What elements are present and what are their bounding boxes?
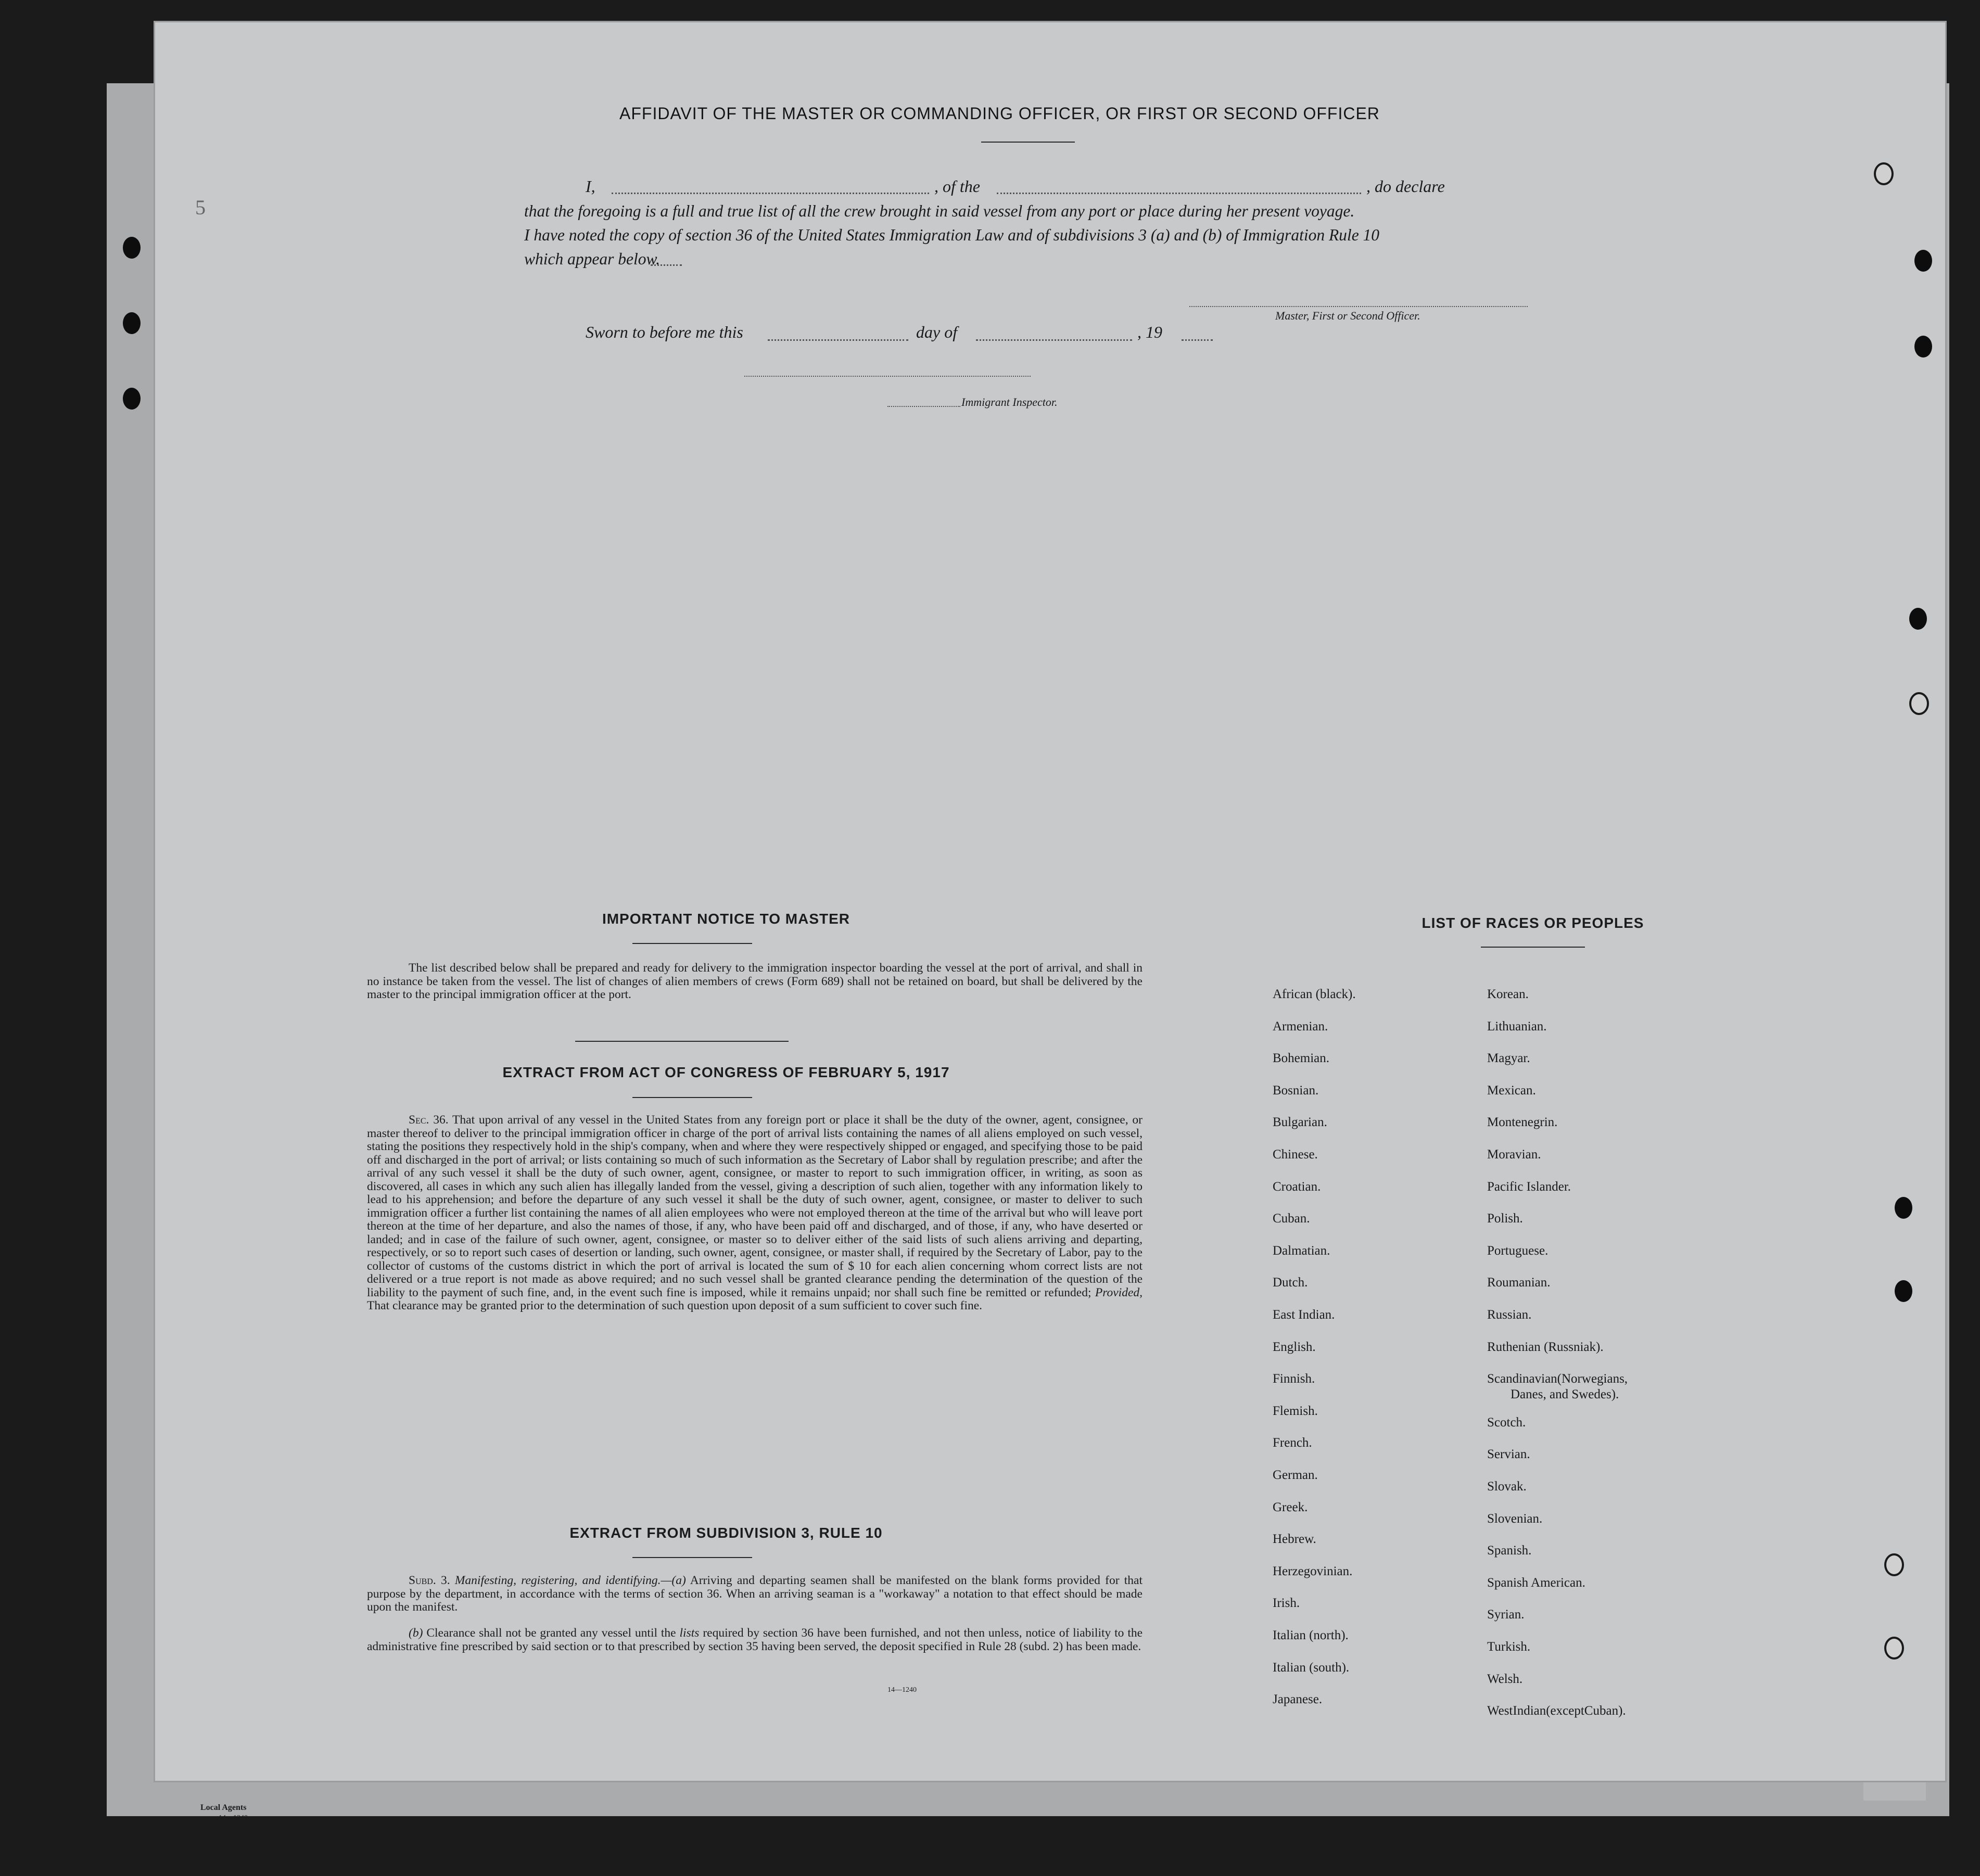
rule-b-text-1: Clearance shall not be granted any vessel until the	[426, 1626, 676, 1640]
inspector-label: Immigrant Inspector.	[961, 395, 1058, 409]
binder-hole	[1909, 692, 1929, 715]
race-item: Flemish.	[1273, 1403, 1318, 1418]
inspector-label-lead	[887, 406, 960, 407]
race-item: Moravian.	[1487, 1147, 1541, 1162]
affidavit-line-1-mid: , of the	[934, 177, 980, 196]
act-heading-rule	[632, 1097, 752, 1098]
race-item: Welsh.	[1487, 1671, 1523, 1686]
sworn-day-label: day of	[916, 323, 958, 341]
binder-hole	[1895, 1197, 1912, 1219]
affidavit-line-4: which appear below.	[524, 250, 661, 268]
rule-text-a-block	[367, 1574, 1143, 1614]
race-item: Japanese.	[1273, 1692, 1323, 1707]
rule-a-title: Manifesting, registering, and identifying.—(a)	[454, 1574, 686, 1587]
race-item: Irish.	[1273, 1596, 1300, 1611]
binder-hole	[123, 388, 141, 410]
inspector-signature-blank[interactable]	[744, 376, 1031, 377]
page-number: 5	[195, 196, 206, 219]
races-heading: LIST OF RACES OR PEOPLES	[1421, 915, 1644, 931]
sworn-month-blank[interactable]	[976, 339, 1132, 341]
rule-heading-rule	[632, 1557, 752, 1558]
race-item: Servian.	[1487, 1447, 1530, 1462]
rule-text-b-block	[367, 1627, 1143, 1653]
race-item: Mexican.	[1487, 1083, 1536, 1097]
race-item: Roumanian.	[1487, 1275, 1551, 1290]
binder-hole	[1909, 608, 1927, 630]
vessel-name-blank[interactable]	[997, 193, 1361, 194]
act-text-block	[367, 1114, 1143, 1313]
race-item: Chinese.	[1273, 1147, 1318, 1162]
rule-subdivision-label: Subd. 3.	[409, 1574, 450, 1587]
notice-separator	[575, 1041, 789, 1042]
binder-hole	[1884, 1553, 1904, 1576]
race-item: Italian (south).	[1273, 1660, 1350, 1675]
race-item: Slovenian.	[1487, 1511, 1543, 1526]
notice-text: The list described below shall be prepared and ready for delivery to the immigration inspector boarding the vessel at the port of arrival, and shall in no instance be taken from the vessel. The list of changes of alien members of crews (Form 689) shall not be retained on board, but shall be delivered by the master to the principal immigration officer at the port.	[367, 961, 1143, 1001]
footer-form-number: 14—1240	[219, 1814, 248, 1822]
race-item: French.	[1273, 1436, 1312, 1450]
rule-b-lists-word: lists	[679, 1626, 700, 1640]
race-item: English.	[1273, 1339, 1316, 1354]
race-item: Scandinavian(Norwegians,	[1487, 1372, 1628, 1386]
act-heading: EXTRACT FROM ACT OF CONGRESS OF FEBRUARY 5, 1917	[502, 1064, 950, 1080]
race-item: African (black).	[1273, 987, 1356, 1001]
race-item: Greek.	[1273, 1500, 1308, 1514]
race-item: Magyar.	[1487, 1051, 1530, 1066]
master-name-blank[interactable]	[612, 193, 929, 194]
act-proviso-word: Provided,	[1095, 1285, 1143, 1299]
binder-hole	[1895, 1280, 1912, 1302]
race-item: Dutch.	[1273, 1275, 1308, 1290]
race-item: Spanish American.	[1487, 1575, 1585, 1590]
race-item: Turkish.	[1487, 1640, 1531, 1654]
race-item: WestIndian(exceptCuban).	[1487, 1704, 1626, 1718]
binder-hole	[1874, 162, 1894, 185]
binder-hole	[1914, 336, 1932, 358]
notice-heading: IMPORTANT NOTICE TO MASTER	[602, 911, 851, 927]
race-item: Italian (north).	[1273, 1628, 1349, 1642]
binder-hole	[123, 312, 141, 334]
race-item: Herzegovinian.	[1273, 1564, 1353, 1578]
binder-hole	[1914, 250, 1932, 272]
binder-hole	[1884, 1637, 1904, 1660]
signature-blank[interactable]	[1189, 306, 1528, 307]
race-item: Croatian.	[1273, 1179, 1321, 1194]
race-item: Bohemian.	[1273, 1051, 1330, 1066]
act-section-label: Sec. 36.	[409, 1113, 449, 1127]
signature-label: Master, First or Second Officer.	[1275, 309, 1420, 322]
race-item: Portuguese.	[1487, 1243, 1549, 1258]
races-heading-rule	[1481, 947, 1585, 948]
race-item: Cuban.	[1273, 1211, 1310, 1226]
rule-b-label: (b)	[409, 1626, 423, 1640]
affidavit-line-1-start: I,	[586, 177, 595, 196]
race-item: Scotch.	[1487, 1415, 1526, 1430]
race-item: Bosnian.	[1273, 1083, 1319, 1097]
race-item: Finnish.	[1273, 1372, 1315, 1386]
line-4-trail	[651, 264, 682, 266]
race-item: Armenian.	[1273, 1019, 1328, 1033]
race-item: Spanish.	[1487, 1543, 1532, 1558]
race-item: Montenegrin.	[1487, 1115, 1558, 1130]
race-item: East Indian.	[1273, 1308, 1335, 1322]
local-agents-label: Local Agents	[200, 1803, 247, 1812]
rule-a-text: Arriving and departing seamen shall be manifested on the blank forms provided for that purpose by the department, in accordance with the terms of section 36. When an arriving seaman is a "workaway" a notation to that effect should be made upon the manifest.	[367, 1574, 1143, 1614]
race-item: German.	[1273, 1468, 1318, 1482]
act-proviso-text: That clearance may be granted prior to the determination of such question upon deposit of a sum sufficient to cover such fine.	[367, 1299, 983, 1312]
affidavit-line-3: I have noted the copy of section 36 of the United States Immigration Law and of subdivisions 3 (a) and (b) of Immigration Rule 10	[524, 226, 1380, 244]
race-item: Bulgarian.	[1273, 1115, 1327, 1130]
race-item: Slovak.	[1487, 1479, 1527, 1494]
race-item: Pacific Islander.	[1487, 1179, 1571, 1194]
race-item: Syrian.	[1487, 1607, 1525, 1622]
race-item: Hebrew.	[1273, 1532, 1316, 1547]
document-page	[154, 21, 1947, 1822]
race-item: Polish.	[1487, 1211, 1523, 1226]
binder-hole	[123, 237, 141, 259]
act-text: That upon arrival of any vessel in the United States from any foreign port or place it shall be the duty of the owner, agent, consignee, or master thereof to deliver to the principal immigration officer in charge of the port of arrival lists containing the names of all aliens employed on such vessel, stating the positions they respectively hold in the ship's company, when and where they were respectively shipped or engaged, and specifying those to be paid off and discharged in the port of arrival; or lists containing so much of such information as the Secretary of Labor shall by regulation prescribe; and after the arrival of any such vessel it shall be the duty of such owner, agent, consignee, or master to report to such immigration officer, in writing, as soon as discovered, all cases in which any such alien has illegally landed from the vessel, giving a description of such alien, together with any information likely to lead to his apprehension; and before the departure of any such vessel it shall be the duty of such owner, agent, consignee, or master to deliver to such immigration officer a further list containing the names of all alien employees who were not employed thereon at the time of the arrival but who will leave port thereon at the time of her departure, and also the names of those, if any, who have been paid off and discharged, and of those, if any, who have deserted or landed; and in case of the failure of such owner, agent, consignee, or master so to deliver either of the said lists of such aliens arriving and departing, respectively, or so to report such cases of desertion or landing, such owner, agent, consignee, or master shall, if required by the Secretary of Labor, pay to the collector of customs of the customs district in which the port of arrival is located the sum of $ 10 for each alien concerning whom correct lists are not delivered or a true report is not made as above required; and no such vessel shall be granted clearance pending the determination of the question of the liability to the payment of such fine, and, in the event such fine is imposed, while it remains unpaid; nor shall such fine be remitted or refunded;	[367, 1113, 1143, 1299]
sworn-start: Sworn to before me this	[586, 323, 743, 341]
rule-b-text-2: required by section 36 have been furnished, and not then unless, notice of liability to the administrative fine prescribed by said section or to that prescribed by section 35 having been served, the deposit specified in Rule 28 (subd. 2) has been made.	[367, 1626, 1143, 1653]
affidavit-line-1-end: , do declare	[1366, 177, 1445, 196]
race-item: Lithuanian.	[1487, 1019, 1547, 1033]
race-item: Danes, and Swedes).	[1511, 1387, 1619, 1402]
sworn-year-blank[interactable]	[1182, 339, 1213, 341]
affidavit-line-2: that the foregoing is a full and true list of all the crew brought in said vessel from any port or place during her present voyage.	[524, 202, 1355, 220]
notice-heading-rule	[632, 943, 752, 944]
race-item: Russian.	[1487, 1308, 1532, 1322]
rule-form-number: 14—1240	[887, 1686, 917, 1694]
sworn-day-blank[interactable]	[768, 339, 908, 341]
race-item: Korean.	[1487, 987, 1529, 1001]
rule-heading: EXTRACT FROM SUBDIVISION 3, RULE 10	[569, 1525, 883, 1541]
sworn-year-label: , 19	[1137, 323, 1162, 341]
race-item: Dalmatian.	[1273, 1243, 1330, 1258]
title-rule	[981, 142, 1075, 143]
affidavit-title: AFFIDAVIT OF THE MASTER OR COMMANDING OFFICER, OR FIRST OR SECOND OFFICER	[619, 104, 1380, 123]
race-item: Ruthenian (Russniak).	[1487, 1339, 1604, 1354]
